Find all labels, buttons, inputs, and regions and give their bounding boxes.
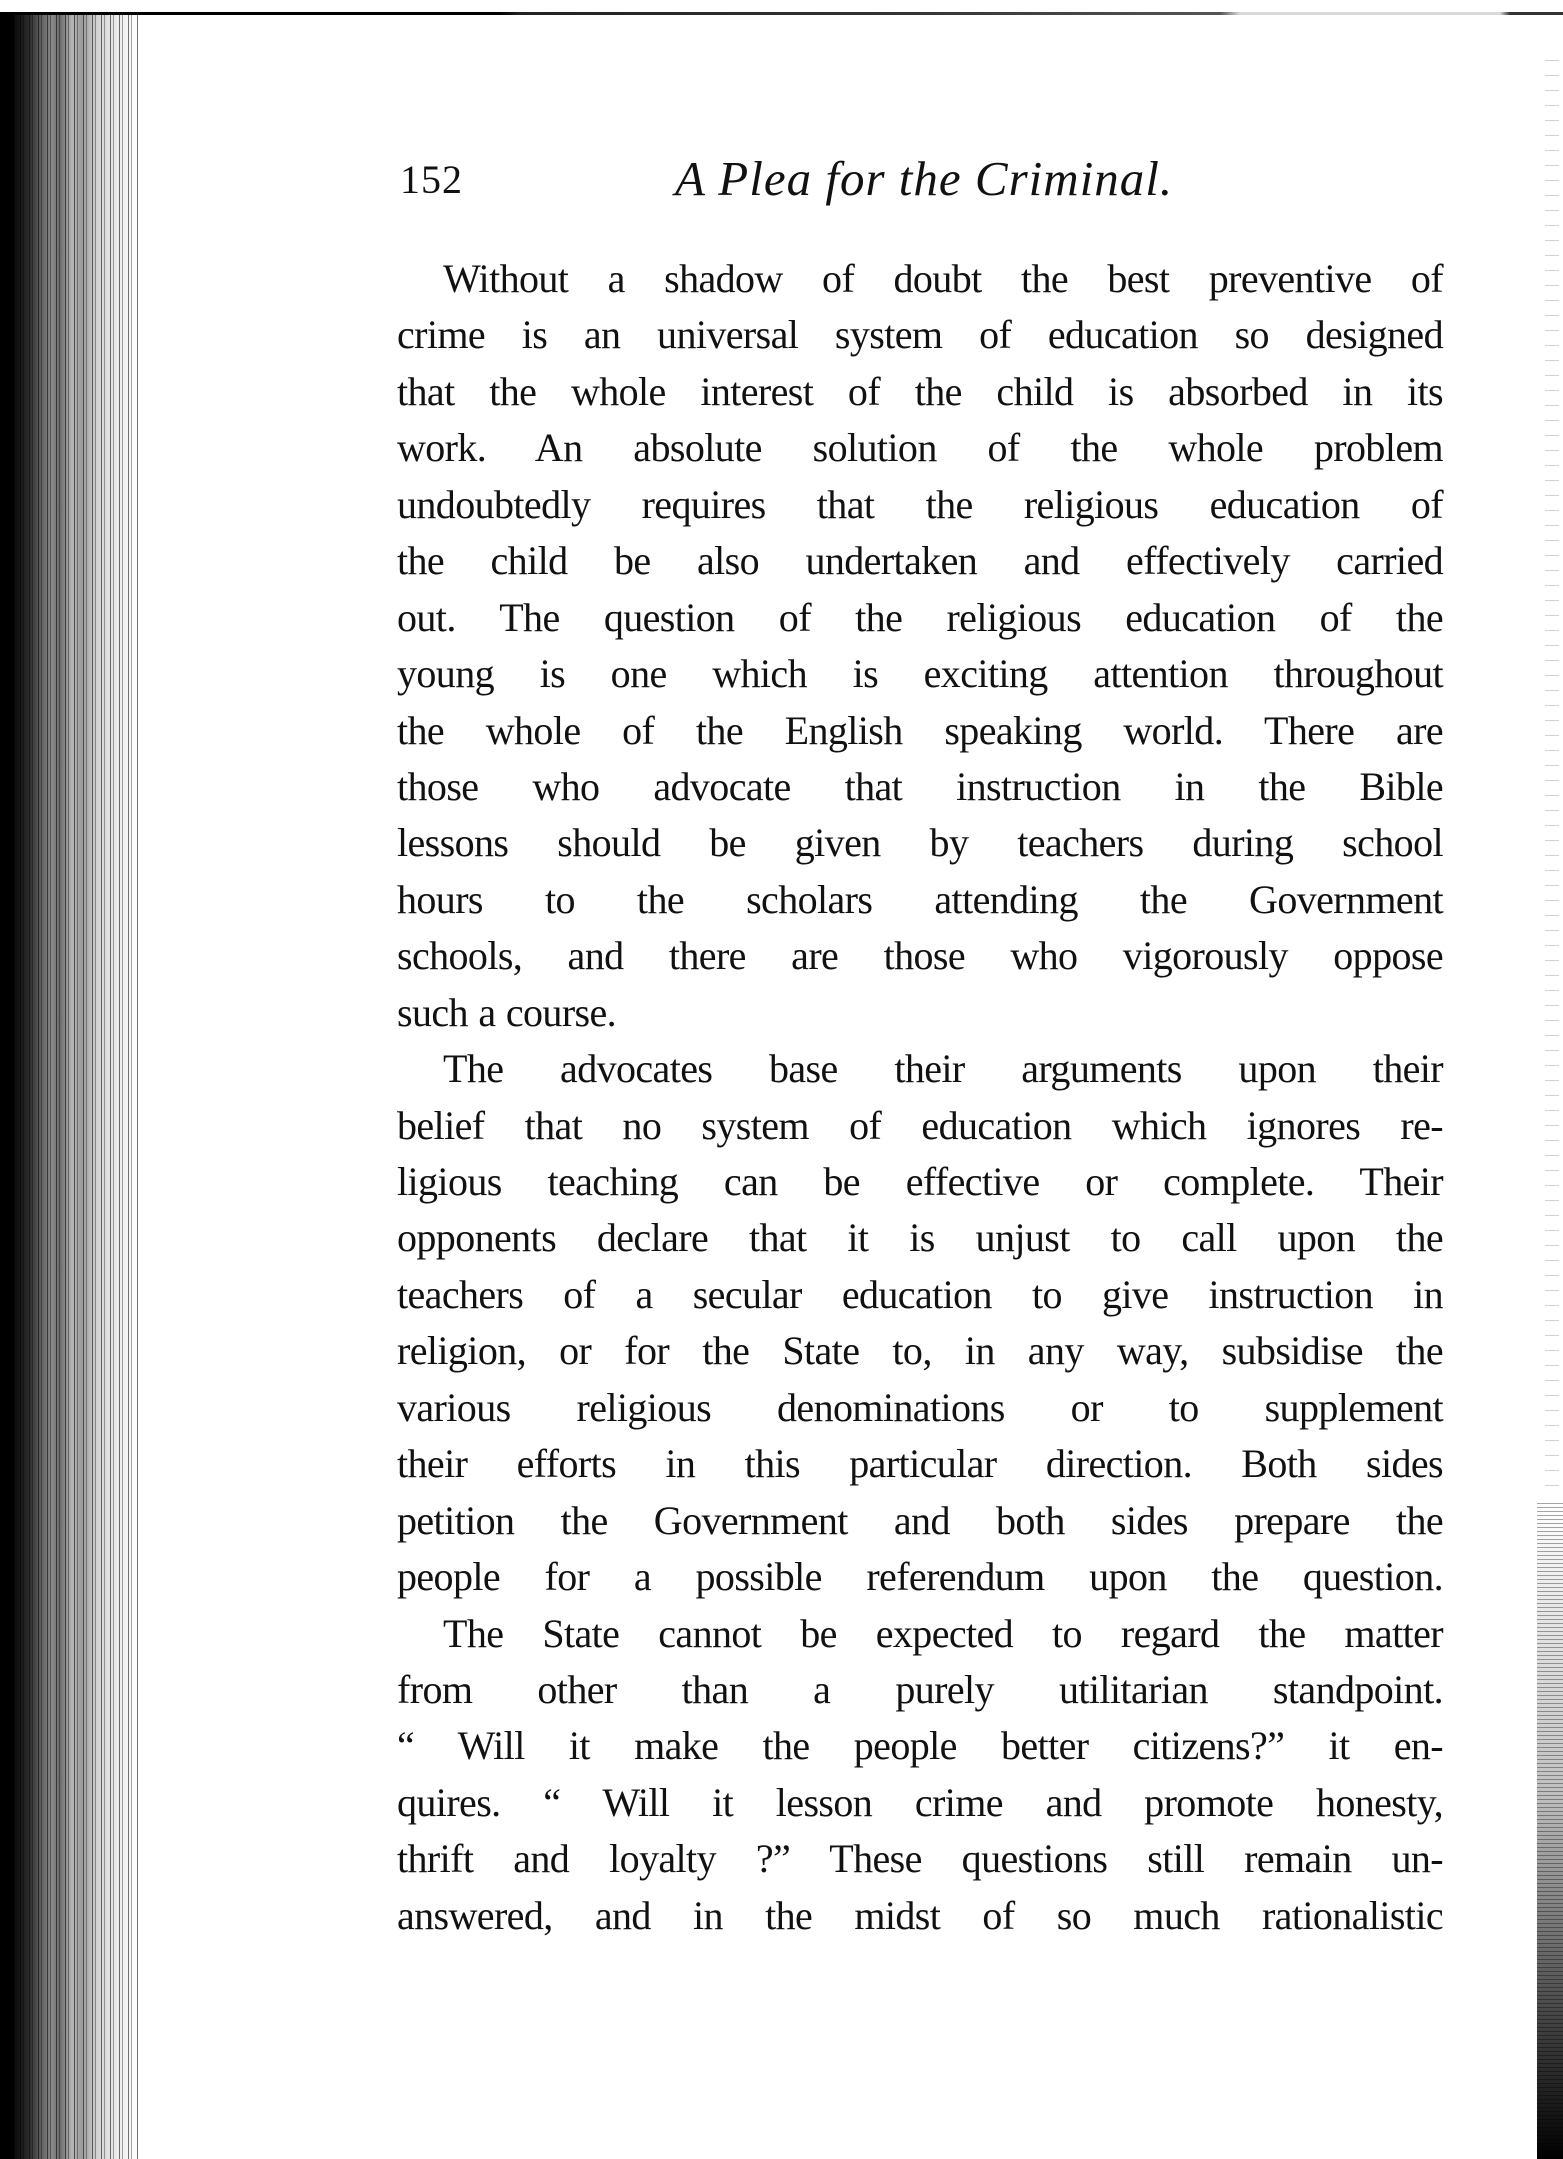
text-line: that the whole interest of the child is absorbed in its: [397, 368, 1443, 414]
book-spine-edge: [0, 14, 14, 2159]
text-line: lessons should be given by teachers during school: [397, 820, 1443, 866]
text-line: those who advocate that instruction in the Bible: [397, 763, 1443, 809]
text-line: young is one which is exciting attention throughout: [397, 651, 1443, 697]
body-text: [397, 251, 1443, 1944]
text-line: teachers of a secular education to give instruction in: [397, 1271, 1443, 1317]
page-top-edge: [0, 12, 1563, 15]
text-line: ligious teaching can be effective or complete. Their: [397, 1159, 1443, 1204]
text-line: answered, and in the midst of so much rationalistic: [397, 1892, 1443, 1938]
text-line: “ Will it make the people better citizens?” it en-: [397, 1723, 1443, 1769]
text-line: schools, and there are those who vigorously oppose: [397, 933, 1443, 979]
text-line: from other than a purely utilitarian standpoint.: [397, 1666, 1443, 1712]
paragraph-2: [397, 1041, 1443, 1605]
page-right-edge-shadow: [1537, 1500, 1563, 2159]
page-right-edge-speckle: [1545, 60, 1559, 1500]
text-line: Without a shadow of doubt the best preventive of: [443, 256, 1443, 301]
text-line: thrift and loyalty ?” These questions still remain un-: [397, 1836, 1443, 1882]
text-line: work. An absolute solution of the whole problem: [397, 425, 1443, 471]
text-line: quires. “ Will it lesson crime and promote honesty,: [397, 1779, 1443, 1825]
text-line: The State cannot be expected to regard the matter: [443, 1610, 1443, 1656]
paragraph-3: [397, 1606, 1443, 1945]
page-number: 152: [400, 157, 463, 202]
text-line: such a course.: [397, 989, 617, 1035]
running-head: [397, 150, 1443, 210]
text-line: the whole of the English speaking world. There are: [397, 707, 1443, 753]
text-line: people for a possible referendum upon the question.: [397, 1554, 1443, 1600]
running-title: A Plea for the Criminal.: [675, 151, 1174, 206]
text-line: opponents declare that it is unjust to call upon the: [397, 1215, 1443, 1261]
text-line: the child be also undertaken and effectively carried: [397, 538, 1443, 584]
text-line: religion, or for the State to, in any way, subsidise the: [397, 1328, 1443, 1374]
text-line: hours to the scholars attending the Government: [397, 876, 1443, 922]
text-line: out. The question of the religious education of the: [397, 594, 1443, 640]
text-line: belief that no system of education which ignores re-: [397, 1102, 1443, 1148]
book-gutter-shadow: [0, 14, 140, 2159]
text-line: undoubtedly requires that the religious education of: [397, 481, 1443, 527]
text-line: petition the Government and both sides prepare the: [397, 1497, 1443, 1543]
text-line: various religious denominations or to supplement: [397, 1384, 1443, 1430]
paragraph-1: [397, 251, 1443, 1041]
text-line: their efforts in this particular direction. Both sides: [397, 1441, 1443, 1487]
text-line: crime is an universal system of education so designed: [397, 312, 1443, 358]
text-line: The advocates base their arguments upon their: [443, 1046, 1443, 1092]
